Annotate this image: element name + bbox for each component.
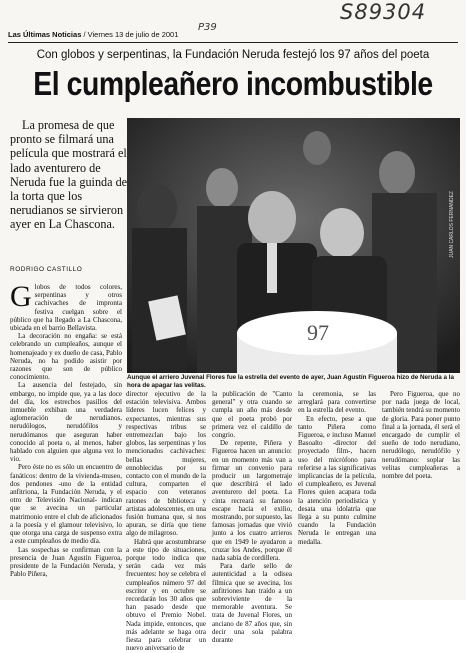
- photo-caption: Aunque el arriero Juvenal Flores fue la estrella del evento de ayer, Juan Agustín Figueroa hizo de Neruda a la hora de apagar las velitas.: [127, 374, 454, 389]
- handwritten-archive-code: S89304: [340, 0, 427, 24]
- body-column-2: [126, 390, 206, 653]
- body-paragraph: lobos de todos colores, serpentinas y otros cachivaches de impronta festiva cuelgan sobre el público que ha llegado a La Chascona, ubicada en el barrio Bellavista.: [10, 283, 122, 333]
- byline: RODRIGO CASTILLO: [10, 266, 83, 273]
- body-column-3: [212, 390, 292, 644]
- body-paragraph: la publicación de "Canto general" y otra cuando se cumpla un año más desde que el poeta probó por primera vez el caldillo de congrio.: [212, 390, 292, 440]
- handwritten-page-number: P39: [198, 22, 217, 33]
- drop-cap: G: [10, 280, 32, 313]
- body-paragraph: En efecto, pese a que tanto Piñera como Figueroa, e incluso Manuel Basoalto -director del proyectado film-, hacen uso del micrófono para referirse a las significativas implicancias de la película, el cumpleañero, es Juvenal Flores quien acapara toda la atención periodística y desata una idolatría que llega a su punto culmine cuando la Fundación Neruda le entregan una medalla.: [298, 414, 376, 546]
- body-paragraph: Pero éste no es sólo un encuentro de fanáticos: dentro de la vivienda-museo, dos pendones -uno de la entidad anfitriona, la Fundación Neruda, y el otro de Televisión Nacional- indican que se avecina un particular matrimonio entre el club de aficionados a la poesía y el glamour televisivo, lo que otorga una carga de suspenso extra a este cumpleaños de medio día.: [10, 463, 122, 546]
- body-column-5: [382, 390, 460, 480]
- body-paragraph: Para darle sello de autenticidad a la odisea fílmica que se avecina, los anfitriones han traído a un sobreviviente de la memorable aventura. Se trata de Juvenal Flores, un anciano de 87 años que, sin decir una sola palabra durante: [212, 562, 292, 645]
- photo-illustration: [127, 118, 460, 373]
- masthead: [8, 30, 458, 43]
- body-paragraph: Pero Figueroa, que no por nada juega de local, también tendrá su momento de gloria. Para poner punto final a la jornada, él será el encargado de cumplir el sueño de todo nerudiano, nerudólogo, nerudófilo y nerudómano: soplar las velitas cumpleañeras a nombre del poeta.: [382, 390, 460, 481]
- body-paragraph: Habrá que acostumbrarse a este tipo de situaciones, porque todo indica que serán cada vez más frecuentes: hoy se celebra el cumpleaños número 97 del escritor y en octubre se recordarán los 30 años que han pasado desde que obtuvo el Premio Nobel. Nada impide, entonces, que más adelante se haga otra fiesta para celebrar un nuevo aniversario de: [126, 537, 206, 653]
- body-column-1: [10, 280, 122, 579]
- body-paragraph: De repente, Piñera y Figueroa hacen un anuncio: en un momento más van a firmar un convenio para producir un largometraje que describirá el lado aventurero del poeta. La cinta recreará su famoso escape hacia el exilio, mostrando, por supuesto, las famosas jornadas que vivió junto a los cuatro arrieros que en 1949 le ayudaron a cruzar los Andes, porque él nada sabía de cordillera.: [212, 439, 292, 563]
- issue-date: / Viernes 13 de julio de 2001: [83, 30, 179, 39]
- article-kicker: Con globos y serpentinas, la Fundación Neruda festejó los 97 años del poeta: [36, 49, 430, 61]
- body-paragraph: Las sospechas se confirman con la presencia de Juan Agustín Figueroa, presidente de la Fundación Neruda, y Pablo Piñera,: [10, 545, 122, 579]
- newspaper-name: Las Últimas Noticias: [8, 30, 82, 39]
- body-paragraph: La decoración no engaña: se está celebrando un cumpleaños, aunque el homenajeado y ex dueño de casa, Pablo Neruda, no ha podido asistir por razones que son de público conocimiento.: [10, 332, 122, 382]
- body-paragraph: La ausencia del festejado, sin embargo, no impide que, ya a las doce del día, los estrechos pasillos del inmueble exhiban una verdadera aglomeración de nerudianos, nerudólogos, nerudófilos y nerudómanos que aseguran haber conocido al poeta o, al menos, haber hablado con alguien que alguna vez lo vio.: [10, 381, 122, 464]
- body-paragraph: director ejecutivo de la estación televisiva. Ambos líderes lucen felices y expectantes, mientras sus respectivas tribus se entremezclan bajo los globos, las serpentinas y los mencionados cachivaches: bellas mujeres, ennoblecidas por su contacto con el mundo de la cultura, comparten el espacio con veteranos ratones de biblioteca y artistas adolescentes, en una fusión humana que, si nos apuran, se diría que tiene algo de milagroso.: [126, 390, 206, 538]
- body-paragraph: la ceremonia, se las arreglará para convertirse en la estrella del evento.: [298, 390, 376, 415]
- body-column-4: [298, 390, 376, 546]
- article-lead: La promesa de que pronto se filmará una película que mostrará el lado aventurero de Neruda fue la guinda de la torta que los nerudianos se sirvieron ayer en La Chascona.: [10, 118, 128, 232]
- event-photo: [127, 118, 460, 373]
- cake-number: 97: [307, 320, 329, 345]
- article-headline: El cumpleañero incombustible: [33, 65, 433, 102]
- photo-credit: JUAN CARLOS FERNANDEZ: [449, 191, 455, 258]
